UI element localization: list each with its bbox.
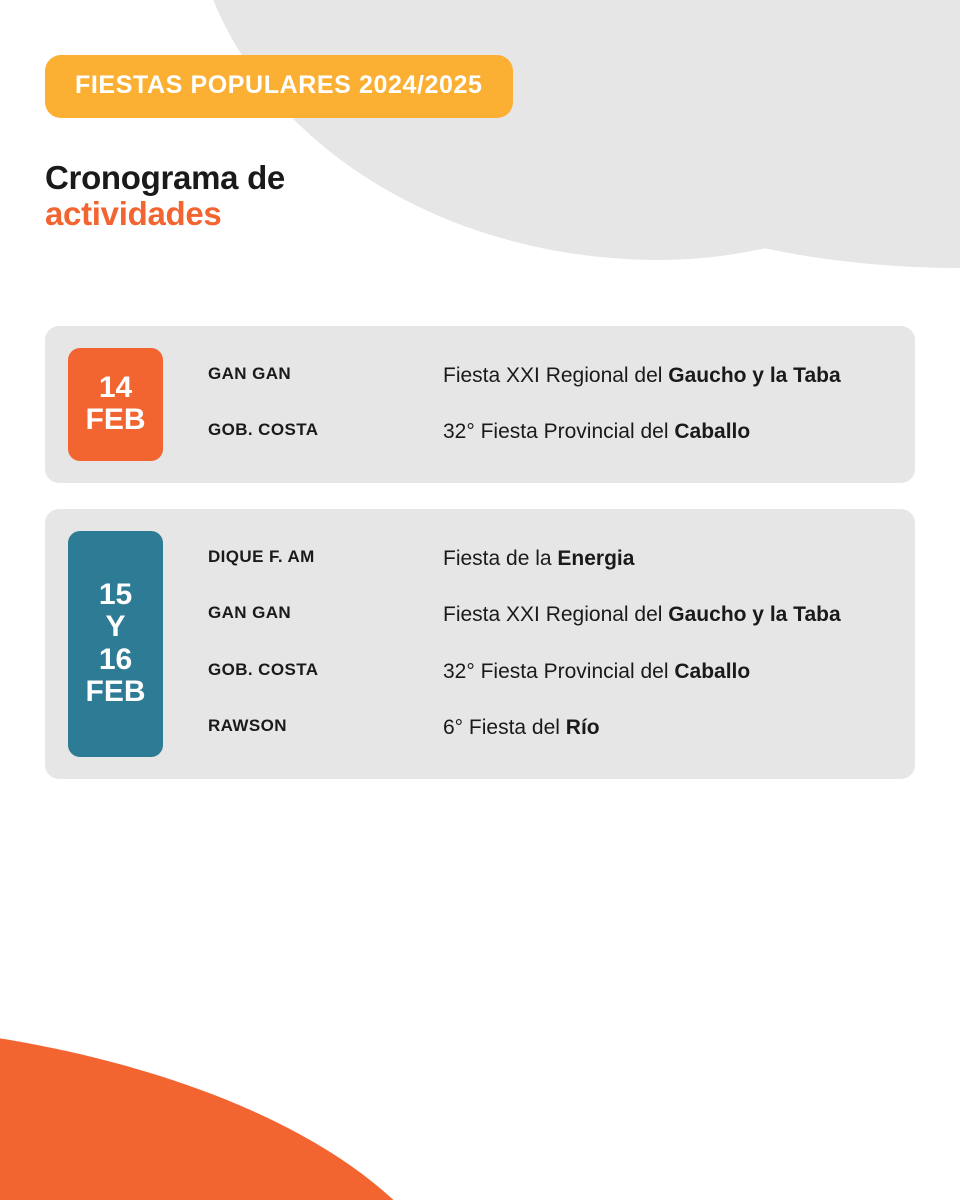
schedule-row bbox=[208, 587, 885, 643]
schedule-row-event-highlight: Energia bbox=[557, 546, 635, 570]
date-chip-line: FEB bbox=[85, 675, 146, 709]
schedule-row-event-highlight: Caballo bbox=[674, 659, 751, 683]
schedule-row-event-highlight: Caballo bbox=[674, 420, 751, 444]
date-chip-line: 14 bbox=[98, 371, 133, 405]
schedule-row bbox=[208, 700, 885, 756]
schedule-row-event-plain: Fiesta de la bbox=[443, 546, 558, 570]
schedule-row-event-plain: 32° Fiesta Provincial del bbox=[443, 659, 675, 683]
schedule-row-place: GAN GAN bbox=[208, 603, 292, 623]
page-title-line-2: actividades bbox=[45, 194, 222, 232]
schedule-row bbox=[208, 644, 885, 700]
date-chip-line: 16 bbox=[98, 642, 133, 676]
date-chip-line: FEB bbox=[85, 403, 146, 437]
date-chip bbox=[68, 348, 163, 461]
page-title-line-1: Cronograma de bbox=[45, 159, 285, 196]
schedule-cards bbox=[45, 326, 915, 805]
schedule-row-place: GOB. COSTA bbox=[208, 420, 319, 440]
header-pill: FIESTAS POPULARES 2024/2025 bbox=[45, 55, 513, 118]
schedule-row-place: DIQUE F. AM bbox=[208, 546, 315, 566]
schedule-row-event bbox=[443, 713, 600, 743]
schedule-rows bbox=[163, 531, 915, 757]
schedule-row-event-highlight: Río bbox=[565, 716, 600, 740]
schedule-row-event bbox=[443, 361, 841, 391]
date-chip-line: Y bbox=[105, 610, 126, 644]
schedule-row bbox=[208, 531, 885, 587]
schedule-row-event bbox=[443, 657, 750, 687]
schedule-row-event bbox=[443, 544, 634, 574]
schedule-row bbox=[208, 404, 885, 460]
schedule-row-event-plain: Fiesta XXI Regional del bbox=[443, 603, 669, 627]
schedule-row-event-highlight: Gaucho y la Taba bbox=[668, 364, 841, 387]
date-chip bbox=[68, 531, 163, 757]
schedule-rows bbox=[163, 348, 915, 461]
page-title bbox=[45, 160, 285, 231]
schedule-row bbox=[208, 348, 885, 404]
schedule-row-event bbox=[443, 417, 750, 447]
schedule-row-place: RAWSON bbox=[208, 716, 287, 736]
schedule-card bbox=[45, 509, 915, 779]
schedule-row-event bbox=[443, 600, 841, 630]
schedule-card bbox=[45, 326, 915, 483]
schedule-row-event-plain: Fiesta XXI Regional del bbox=[443, 364, 669, 387]
schedule-row-place: GOB. COSTA bbox=[208, 659, 319, 679]
date-chip-line: 15 bbox=[98, 577, 133, 611]
schedule-row-event-plain: 32° Fiesta Provincial del bbox=[443, 420, 675, 444]
schedule-row-event-highlight: Gaucho y la Taba bbox=[668, 603, 841, 627]
schedule-row-place: GAN GAN bbox=[208, 364, 292, 383]
schedule-row-event-plain: 6° Fiesta del bbox=[443, 716, 566, 740]
decorative-orange-blob bbox=[0, 1020, 470, 1200]
